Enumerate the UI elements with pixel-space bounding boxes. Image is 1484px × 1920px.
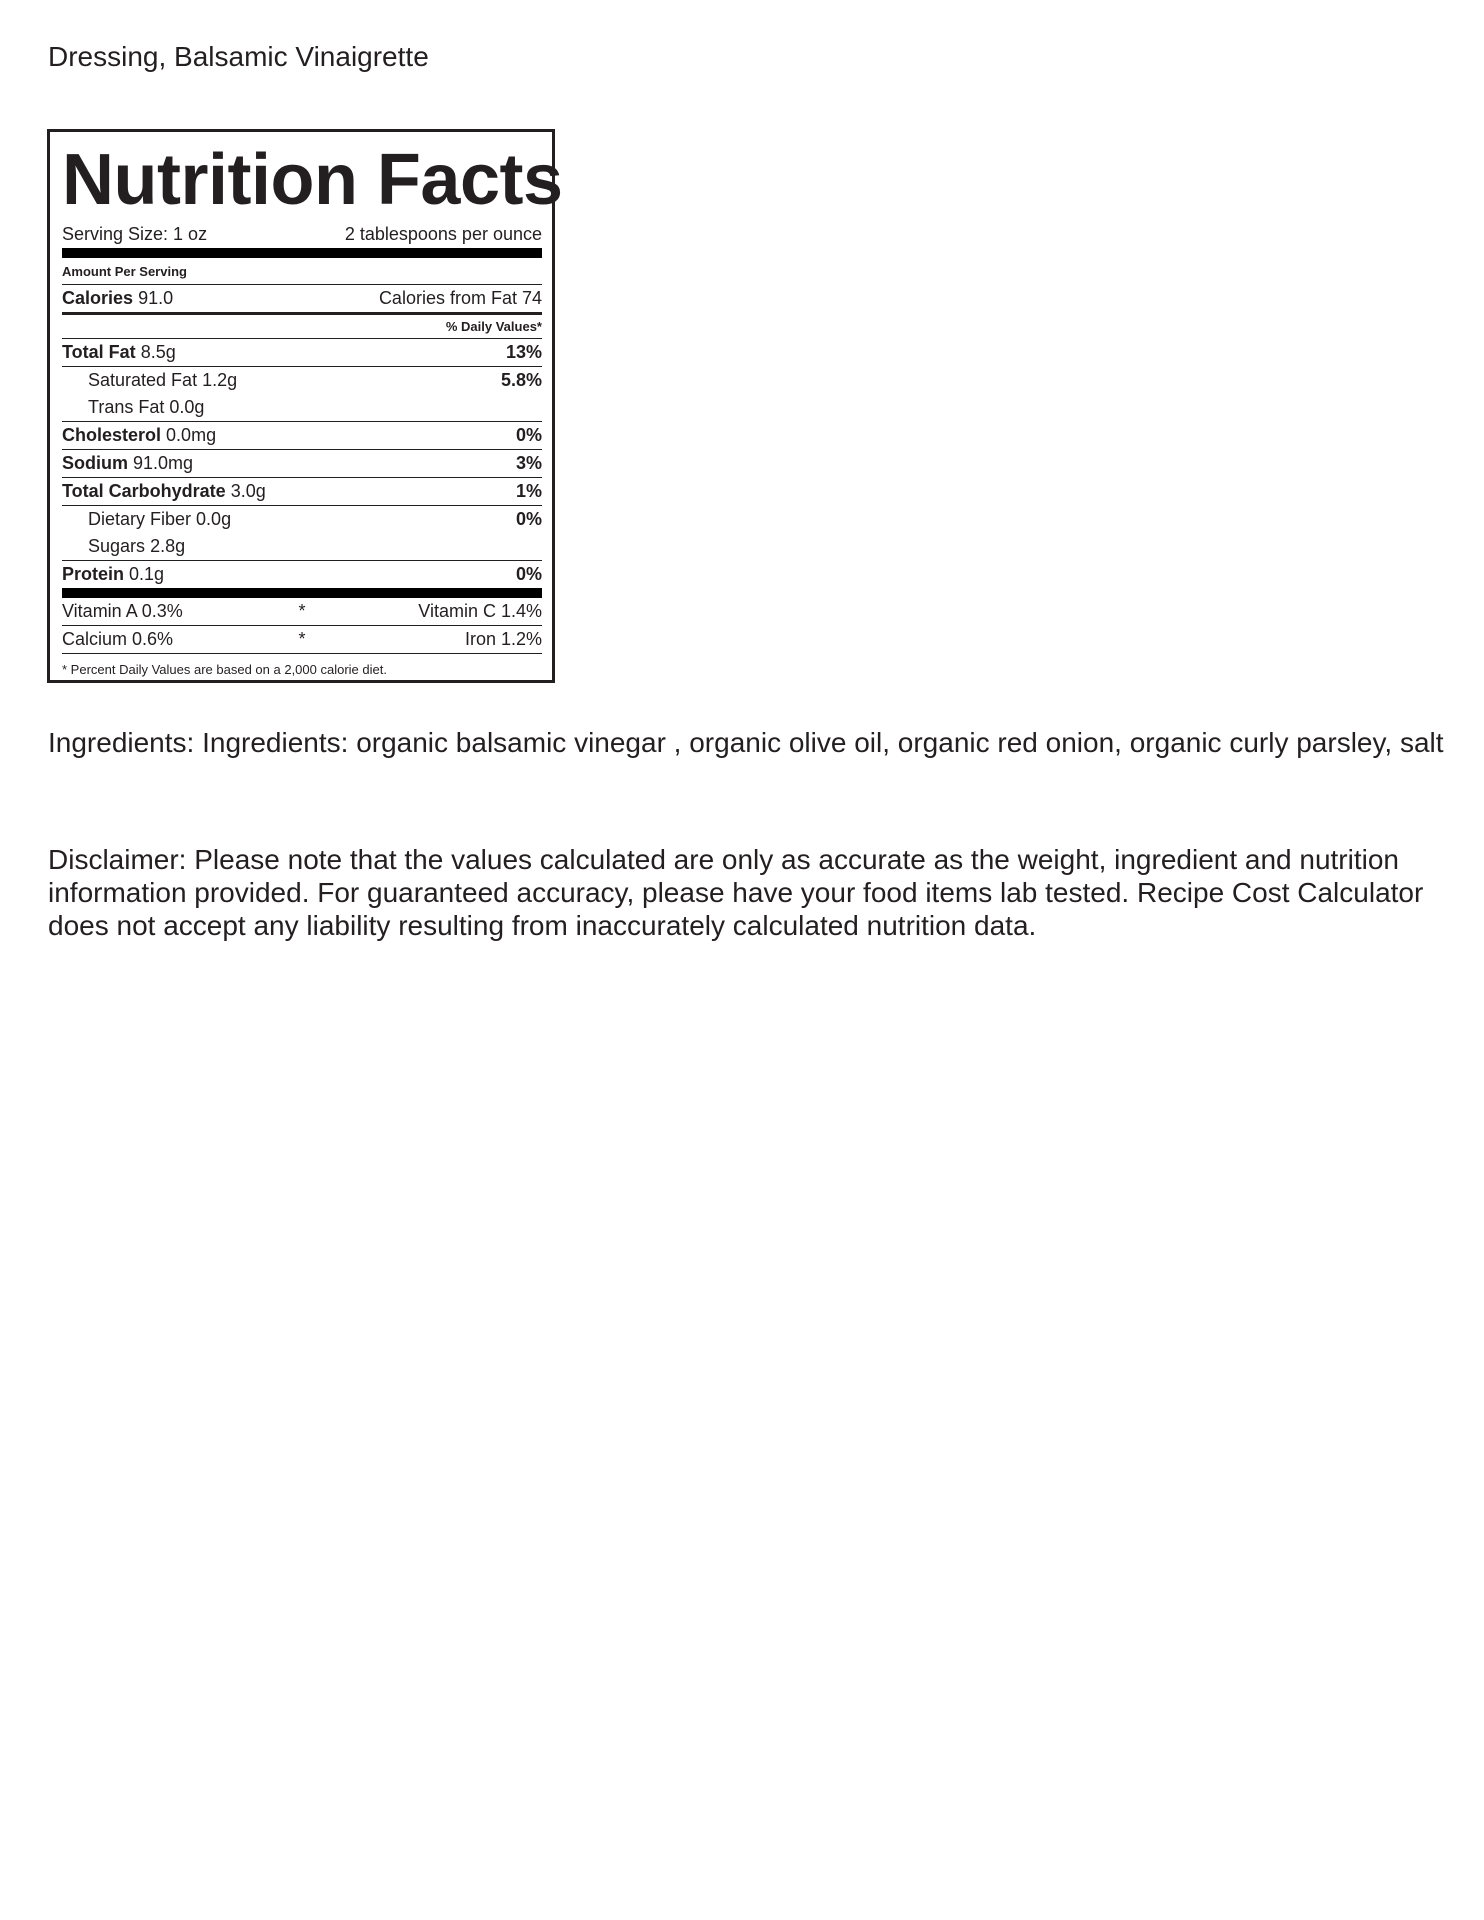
vitamin-row (62, 626, 542, 654)
nutrient-row-protein (62, 561, 542, 588)
nutrient-name: Saturated Fat (88, 370, 198, 390)
serving-size: Serving Size: 1 oz (62, 223, 208, 244)
daily-values-header: % Daily Values* (62, 315, 542, 339)
vitamin-right: Iron 1.2% (464, 629, 542, 649)
nutrient-amount: 1.2g (202, 370, 238, 390)
nutrient-row-total-fat (62, 339, 542, 367)
nutrient-amount: 91.0mg (133, 453, 194, 473)
nutrient-name: Protein (62, 564, 125, 584)
thick-divider (62, 248, 542, 258)
nutrient-row-trans-fat (62, 394, 542, 422)
daily-values-footnote: * Percent Daily Values are based on a 2,000 calorie diet. (62, 662, 387, 677)
nutrition-facts-label (47, 129, 563, 683)
nutrient-dv: 1% (515, 481, 542, 501)
vitamin-left: Vitamin A 0.3% (62, 601, 183, 621)
ingredients-text: Ingredients: Ingredients: organic balsamic vinegar , organic olive oil, organic red onion, organic curly parsley, salt (48, 727, 1444, 758)
vitamin-separator: * (298, 629, 306, 649)
calories-value: 91.0 (138, 288, 174, 308)
nutrient-name: Dietary Fiber (88, 509, 192, 529)
servings-note: 2 tablespoons per ounce (344, 223, 542, 244)
calories-from-fat: Calories from Fat 74 (378, 288, 542, 308)
nutrient-name: Sodium (62, 453, 128, 473)
amount-per-serving: Amount Per Serving (62, 258, 542, 285)
nutrient-dv: 5.8% (500, 370, 542, 390)
nutrient-row-sugars (62, 533, 542, 561)
nutrient-amount: 8.5g (140, 342, 176, 362)
product-title: Dressing, Balsamic Vinaigrette (48, 41, 429, 72)
vitamin-row (62, 598, 542, 626)
nutrient-amount: 3.0g (230, 481, 266, 501)
serving-row (62, 220, 542, 248)
disclaimer-text: Disclaimer: Please note that the values calculated are only as accurate as the weight, ingredient and nutrition information provided. For guaranteed accuracy, please have your food items lab tested. Recipe Cost Calculator does not accept any liability resulting from inaccurately calculated nutrition data. (48, 844, 1424, 941)
nutrient-dv: 13% (505, 342, 542, 362)
vitamin-right: Vitamin C 1.4% (418, 601, 542, 621)
calories-label: Calories (62, 288, 134, 308)
nutrition-facts-title: Nutrition Facts (62, 140, 563, 220)
nutrient-name: Total Fat (62, 342, 136, 362)
nutrient-name: Trans Fat (88, 397, 165, 417)
nutrient-row-sodium (62, 450, 542, 478)
nutrient-amount: 0.1g (129, 564, 165, 584)
nutrient-name: Sugars (88, 536, 146, 556)
nutrient-row-dietary-fiber (62, 506, 542, 533)
nutrient-name: Cholesterol (62, 425, 162, 445)
nutrient-amount: 2.8g (150, 536, 186, 556)
nutrient-amount: 0.0mg (166, 425, 217, 445)
nutrient-row-cholesterol (62, 422, 542, 450)
calories-row (62, 285, 542, 315)
nutrient-dv: 0% (515, 509, 542, 529)
nutrient-amount: 0.0g (196, 509, 232, 529)
thick-divider (62, 588, 542, 598)
nutrient-row-saturated-fat (62, 367, 542, 394)
nutrient-dv: 3% (515, 453, 542, 473)
nutrient-dv: 0% (515, 425, 542, 445)
nutrient-amount: 0.0g (169, 397, 205, 417)
nutrient-row-total-carbohydrate (62, 478, 542, 506)
vitamin-left: Calcium 0.6% (62, 629, 174, 649)
nutrient-name: Total Carbohydrate (62, 481, 226, 501)
vitamin-separator: * (298, 601, 306, 621)
nutrient-dv: 0% (515, 564, 542, 584)
